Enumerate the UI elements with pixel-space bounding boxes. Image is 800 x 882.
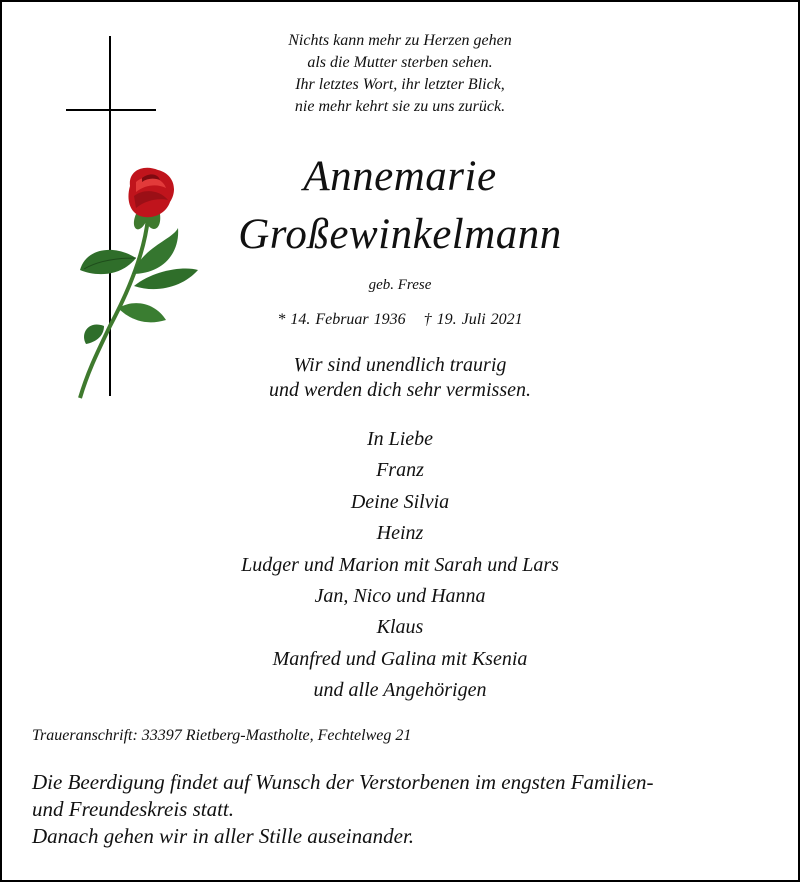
funeral-line: Die Beerdigung findet auf Wunsch der Verstorbenen im engsten Familien- (32, 770, 654, 794)
mourner-line: In Liebe (366, 428, 434, 450)
deceased-first-name: Annemarie (303, 153, 497, 200)
poem-line: nie mehr kehrt sie zu uns zurück. (294, 98, 506, 115)
mourner-line: und alle Angehörigen (313, 679, 487, 702)
death-date: † 19. Juli 2021 (423, 311, 523, 328)
mourner-line: Klaus (376, 616, 424, 639)
deceased-last-name: Großewinkelmann (238, 211, 562, 258)
birth-name: geb. Frese (368, 277, 432, 293)
mourner-line: Jan, Nico und Hanna (314, 585, 486, 608)
mourner-line: Deine Silvia (350, 490, 450, 513)
mourner-line: Manfred und Galina mit Ksenia (272, 647, 528, 670)
poem-line: als die Mutter sterben sehen. (307, 54, 493, 71)
mourner-line: Franz (376, 459, 424, 482)
condolence-text (0, 353, 800, 403)
funeral-line: Danach gehen wir in aller Stille auseinander. (32, 824, 415, 848)
mourning-address: Traueranschrift: 33397 Rietberg-Mastholte, Fechtelweg 21 (32, 727, 412, 744)
mourner-line: Heinz (376, 522, 424, 545)
poem (0, 30, 800, 118)
poem-line: Nichts kann mehr zu Herzen gehen (288, 32, 512, 49)
mourner-line: Ludger und Marion mit Sarah und Lars (241, 553, 559, 576)
condolence-line: und werden dich sehr vermissen. (269, 379, 531, 401)
funeral-line: und Freundeskreis statt. (32, 797, 235, 821)
mourners-list (0, 424, 800, 707)
poem-line: Ihr letztes Wort, ihr letzter Blick, (295, 76, 505, 93)
condolence-line: Wir sind unendlich traurig (293, 354, 507, 376)
funeral-notice (32, 769, 654, 850)
life-dates (0, 311, 800, 329)
birth-date: * 14. Februar 1936 (277, 311, 406, 328)
